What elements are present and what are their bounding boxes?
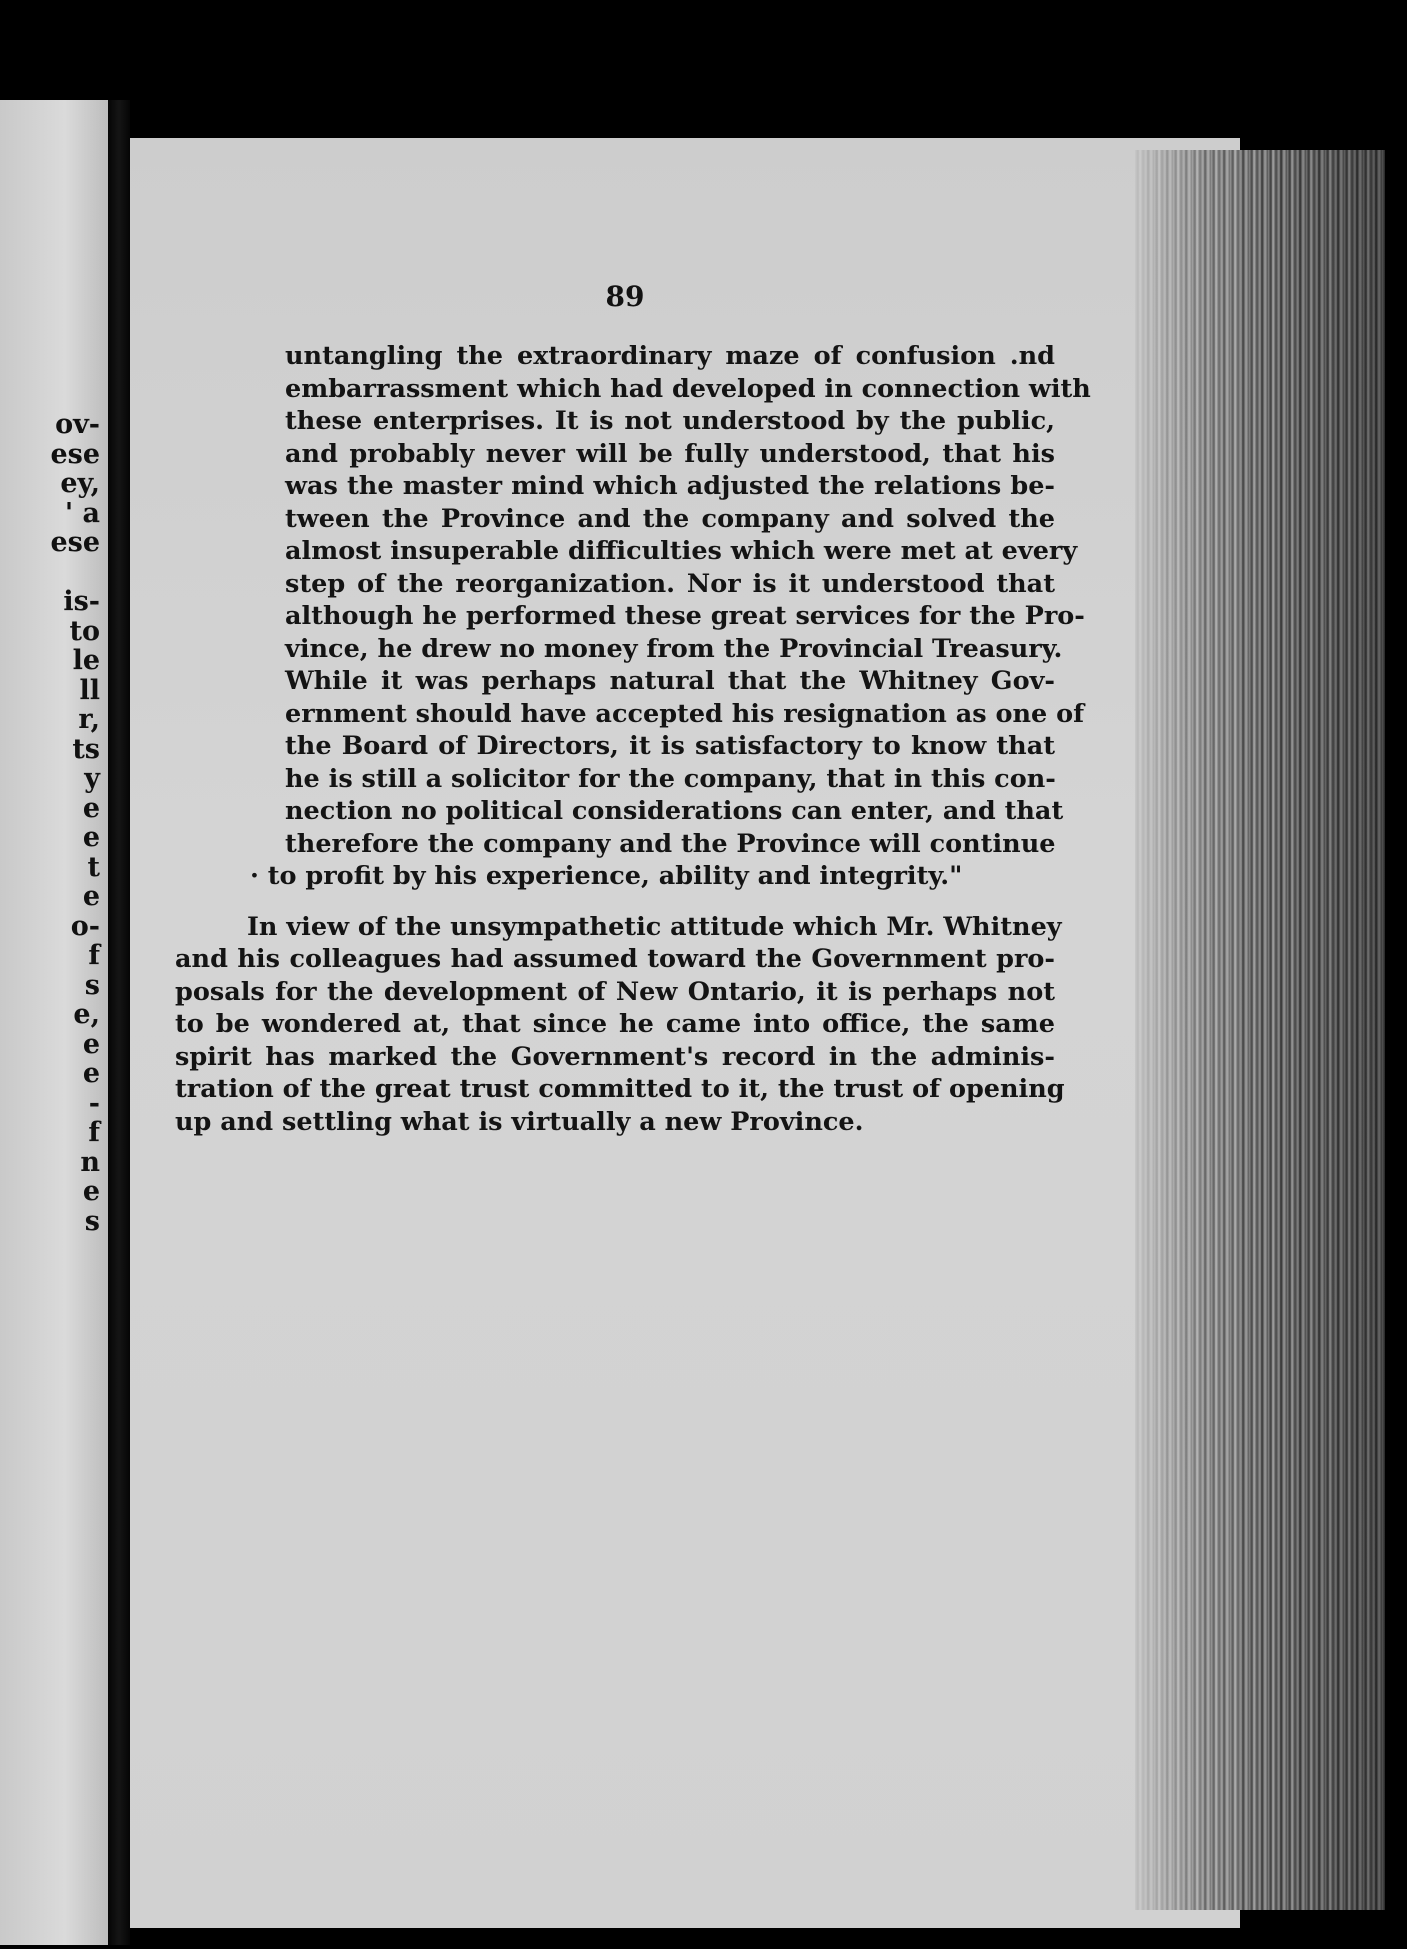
text-line: vince, he drew no money from the Provincial Treasury. bbox=[285, 633, 1063, 664]
text-line: While it was perhaps natural that the Whitney Gov- bbox=[285, 666, 1055, 696]
text-line: tween the Province and the company and solved the bbox=[285, 503, 1055, 534]
page-number: 89 bbox=[605, 280, 645, 313]
text-line: up and settling what is virtually a new Province. bbox=[175, 1106, 864, 1137]
left-page-fragment: e bbox=[82, 792, 100, 824]
text-line: he is still a solicitor for the company, that in this con- bbox=[285, 763, 1056, 794]
text-line: In view of the unsympathetic attitude which Mr. Whitney bbox=[247, 911, 1062, 942]
left-page-fragment: f bbox=[88, 1117, 100, 1148]
text-line: embarrassment which had developed in connection with bbox=[285, 373, 1091, 404]
left-page-fragment: e bbox=[82, 822, 100, 853]
text-line: to be wondered at, that since he came into office, the same bbox=[175, 1009, 1055, 1039]
text-line: · to profit by his experience, ability and integrity." bbox=[250, 861, 963, 891]
left-page-fragment: to bbox=[69, 615, 100, 647]
left-page-fragment: le bbox=[72, 645, 100, 676]
left-page-fragment: e bbox=[82, 881, 100, 912]
left-page-fragment: f bbox=[88, 940, 100, 971]
left-page-fragment: o- bbox=[70, 910, 100, 942]
text-line: these enterprises. It is not understood by the public, bbox=[285, 406, 1055, 436]
left-page-fragment: s bbox=[84, 969, 100, 1001]
left-page-fragment: - bbox=[88, 1087, 100, 1119]
text-line: although he performed these great services for the Pro- bbox=[285, 601, 1085, 631]
left-page-fragment: ll bbox=[79, 674, 100, 706]
text-line: almost insuperable difficulties which were met at every bbox=[285, 536, 1078, 566]
book-gutter bbox=[108, 100, 130, 1945]
page-edge-shading bbox=[1135, 150, 1385, 1910]
left-page-fragment: t bbox=[87, 851, 100, 883]
text-line: tration of the great trust committed to it, the trust of opening bbox=[175, 1074, 1065, 1104]
text-line: and probably never will be fully understood, that his bbox=[285, 438, 1055, 469]
left-page-fragment: y bbox=[84, 763, 100, 794]
left-page-fragment: s bbox=[84, 1205, 100, 1237]
text-line: posals for the development of New Ontario, it is perhaps not bbox=[175, 976, 1055, 1007]
left-page-fragment: ey, bbox=[60, 468, 100, 499]
left-page-fragment: ese bbox=[50, 527, 100, 558]
left-page-fragment: is- bbox=[63, 586, 100, 617]
text-line: step of the reorganization. Nor is it understood that bbox=[285, 568, 1055, 599]
paragraph-continuation bbox=[175, 340, 1091, 893]
text-line: spirit has marked the Government's record in the adminis- bbox=[175, 1041, 1055, 1072]
text-line: untangling the extraordinary maze of confusion .nd bbox=[285, 341, 1055, 371]
text-line: ernment should have accepted his resignation as one of bbox=[285, 698, 1085, 729]
page-body-text bbox=[175, 340, 1091, 1138]
left-page-fragment: e, bbox=[73, 999, 100, 1030]
left-page-fragment: e bbox=[82, 1176, 100, 1207]
left-page-fragment: ese bbox=[50, 438, 100, 470]
left-page-fragment: ts bbox=[72, 733, 100, 765]
paragraph-whitney bbox=[175, 911, 1065, 1139]
left-page-fragment: e bbox=[82, 1028, 100, 1060]
text-line: was the master mind which adjusted the relations be- bbox=[285, 471, 1055, 501]
left-page-fragment bbox=[40, 558, 100, 588]
left-page-fragment: ' a bbox=[64, 497, 100, 529]
text-line: the Board of Directors, it is satisfactory to know that bbox=[285, 731, 1055, 761]
left-page-text-fragments bbox=[40, 410, 100, 1236]
left-page-fragment: r, bbox=[78, 704, 100, 735]
text-line: nection no political considerations can enter, and that bbox=[285, 796, 1064, 826]
text-line: and his colleagues had assumed toward the Government pro- bbox=[175, 944, 1055, 974]
left-facing-page bbox=[0, 100, 108, 1945]
left-page-fragment: e bbox=[82, 1058, 100, 1089]
left-page-fragment: n bbox=[80, 1146, 100, 1178]
text-line: therefore the company and the Province will continue bbox=[285, 828, 1056, 859]
left-page-fragment: ov- bbox=[55, 409, 100, 440]
